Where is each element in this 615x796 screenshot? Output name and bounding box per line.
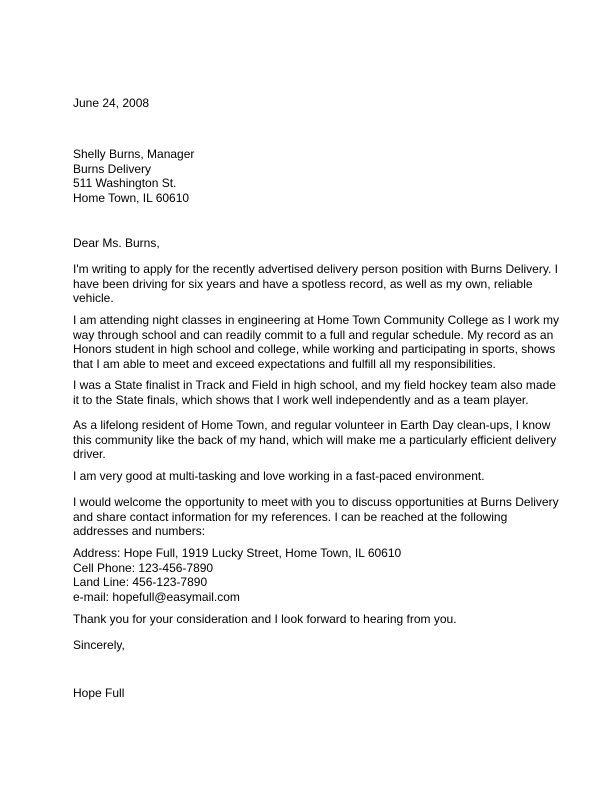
paragraph-line: this community like the back of my hand, which will make me a particularly efficient delivery [73,432,557,447]
paragraph-line: driver. [73,447,106,461]
paragraph-line: I was a State finalist in Track and Field in high school, and my field hockey team also made [73,378,556,392]
signature-name: Hope Full [73,686,125,700]
thanks-line: Thank you for your consideration and I look forward to hearing from you. [73,612,457,626]
recipient-city: Home Town, IL 60610 [73,190,190,205]
paragraph-line: and share contact information for my references. I can be reached at the following [73,509,508,524]
contact-cell-phone: Cell Phone: 123-456-7890 [73,560,214,575]
salutation: Dear Ms. Burns, [73,236,160,250]
paragraph-line: As a lifelong resident of Home Town, and regular volunteer in Earth Day clean-ups, I know [73,418,551,432]
paragraph-line: addresses and numbers: [73,524,206,538]
body-paragraph-6 [73,495,563,539]
body-paragraph-4 [73,418,563,462]
recipient-company: Burns Delivery [73,161,152,176]
body-paragraph-1 [73,262,563,306]
paragraph-line: I would welcome the opportunity to meet with you to discuss opportunities at Burns Delivery [73,495,559,509]
paragraph-line: way through school and can readily commit to a full and regular schedule. My record as an [73,327,554,342]
recipient-address [73,147,563,205]
paragraph-line: that I am able to meet and exceed expectations and fulfill all my responsibilities. [73,356,496,371]
letter-date: June 24, 2008 [73,96,150,110]
paragraph-line: I am very good at multi-tasking and love working in a fast-paced environment. [73,469,485,483]
recipient-name-title: Shelly Burns, Manager [73,147,195,161]
contact-land-line: Land Line: 456-123-7890 [73,575,208,589]
paragraph-line: I'm writing to apply for the recently advertised delivery person position with Burns Delivery. I [73,262,558,276]
paragraph-line: have been driving for six years and have a spotless record, as well as my own, reliable [73,276,533,291]
body-paragraph-5 [73,469,563,484]
contact-address: Address: Hope Full, 1919 Lucky Street, Home Town, IL 60610 [73,546,402,560]
body-paragraph-2 [73,313,563,371]
body-paragraph-3 [73,378,563,407]
paragraph-line: Honors student in high school and college, while working and participating in sports, shows [73,342,556,356]
paragraph-line: I am attending night classes in engineering at Home Town Community College as I work my [73,313,560,327]
contact-email: e-mail: hopefull@easymail.com [73,589,240,604]
paragraph-line: vehicle. [73,291,114,305]
recipient-street: 511 Washington St. [73,176,177,190]
closing: Sincerely, [73,638,125,652]
paragraph-line: it to the State finals, which shows that I work well independently and as a team player. [73,392,529,407]
contact-block [73,546,563,604]
